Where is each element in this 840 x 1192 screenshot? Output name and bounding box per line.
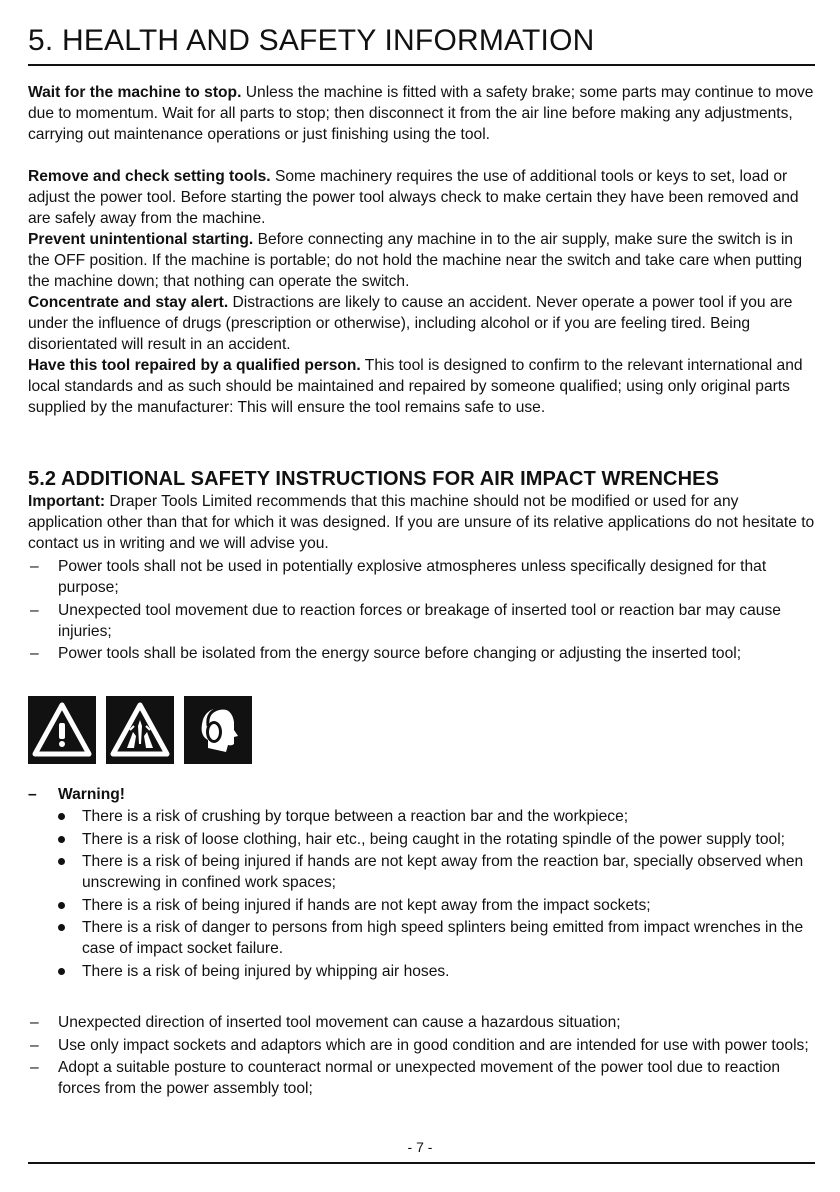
- paragraph-concentrate: Concentrate and stay alert. Distractions are likely to cause an accident. Never operate a power tool if you are under the influence of drugs (prescription or otherwise), including alcohol or if you are feeling tired. Being disorientated will result in an accident.: [28, 294, 793, 353]
- list-item: There is a risk of being injured if hands are not kept away from the reaction bar, specially observed when unscrewing in confined work spaces;: [58, 851, 815, 893]
- paragraph-prevent-starting: Prevent unintentional starting. Before connecting any machine in to the air supply, make sure the switch is in the OFF position. If the machine is portable; do not hold the machine near the switch and take care when putting the machine down; that nothing can operate the switch.: [28, 231, 803, 290]
- section-heading: 5.2 ADDITIONAL SAFETY INSTRUCTIONS FOR AIR IMPACT WRENCHES: [28, 468, 720, 490]
- general-warning-icon: [28, 696, 96, 764]
- bullet-icon: [58, 902, 65, 909]
- bullet-icon: [58, 836, 65, 843]
- warning-list: [58, 806, 815, 983]
- bullet-icon: [58, 858, 65, 865]
- list-item: – Use only impact sockets and adaptors which are in good condition and are intended for use with power tools;: [30, 1036, 809, 1054]
- footer-rule: [28, 1162, 815, 1164]
- list-item: There is a risk of crushing by torque between a reaction bar and the workpiece;: [58, 806, 815, 827]
- final-dash-list: [28, 1012, 815, 1101]
- bullet-icon: [58, 968, 65, 975]
- page-number: - 7 -: [407, 1139, 433, 1155]
- list-item: – Unexpected direction of inserted tool movement can cause a hazardous situation;: [30, 1014, 621, 1031]
- list-item: – Unexpected tool movement due to reaction forces or breakage of inserted tool or reaction bar may cause injuries;: [30, 601, 781, 640]
- list-item: – Power tools shall be isolated from the energy source before changing or adjusting the inserted tool;: [30, 645, 742, 662]
- crushing-hands-warning-icon: [106, 696, 174, 764]
- list-item: There is a risk of being injured if hands are not kept away from the impact sockets;: [58, 895, 815, 916]
- important-note: Important: Draper Tools Limited recommends that this machine should not be modified or used for any application other than that for which it was designed. If you are unsure of its relative applications do not hesitate to contact us in writing and we will advise you.: [28, 493, 815, 552]
- title-rule: [28, 64, 815, 66]
- list-item: There is a risk of loose clothing, hair etc., being caught in the rotating spindle of the power supply tool;: [58, 829, 815, 850]
- warning-heading: – Warning!: [28, 786, 125, 803]
- bullet-icon: [58, 924, 65, 931]
- page-title: 5. HEALTH AND SAFETY INFORMATION: [28, 24, 595, 57]
- paragraph-wait-for-stop: Wait for the machine to stop. Unless the machine is fitted with a safety brake; some parts may continue to move due to momentum. Wait for all parts to stop; then disconnect it from the air line before making any adjustments, carrying out maintenance operations or just finishing using the tool.: [28, 84, 814, 143]
- ear-protection-icon: [184, 696, 252, 764]
- dash-list: [28, 556, 815, 666]
- paragraph-qualified-repair: Have this tool repaired by a qualified person. This tool is designed to confirm to the relevant international and local standards and as such should be maintained and repaired by someone qualified; using only original parts supplied by the manufacturer: This will ensure the tool remains safe to use.: [28, 357, 803, 416]
- list-item: – Power tools shall not be used in potentially explosive atmospheres unless specifically designed for that purpose;: [30, 558, 767, 596]
- list-item: – Adopt a suitable posture to counteract normal or unexpected movement of the power tool due to reaction forces from the power assembly tool;: [30, 1059, 781, 1097]
- safety-icons: [28, 696, 252, 764]
- list-item: There is a risk of being injured by whipping air hoses.: [58, 961, 815, 982]
- list-item: There is a risk of danger to persons from high speed splinters being emitted from impact wrenches in the case of impact socket failure.: [58, 917, 815, 959]
- paragraph-remove-setting-tools: Remove and check setting tools. Some machinery requires the use of additional tools or keys to set, load or adjust the power tool. Before starting the power tool always check to make certain they have been removed and are safely away from the machine.: [28, 168, 799, 227]
- bullet-icon: [58, 813, 65, 820]
